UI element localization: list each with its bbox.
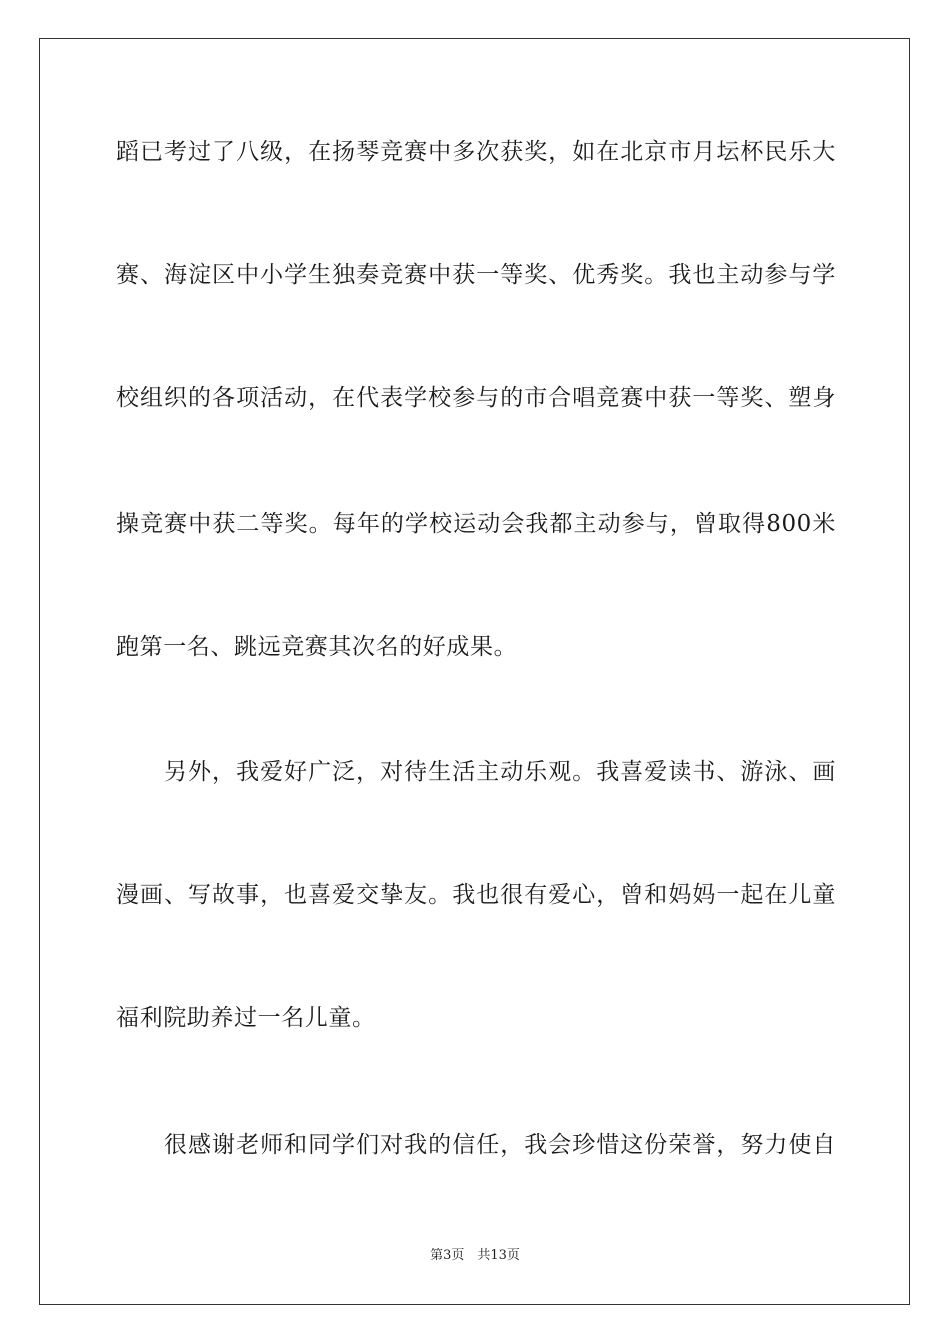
text-line: 赛、海淀区中小学生独奏竞赛中获一等奖、优秀奖。我也主动参与学 — [116, 262, 836, 288]
text-line: 跑第一名、跳远竞赛其次名的好成果。 — [116, 634, 518, 660]
text-line: 蹈已考过了八级，在扬琴竞赛中多次获奖，如在北京市月坛杯民乐大 — [116, 139, 836, 165]
page-border — [39, 38, 910, 1305]
text-line: 很感谢老师和同学们对我的信任，我会珍惜这份荣誉，努力使自 — [116, 1132, 836, 1158]
text-line: 操竞赛中获二等奖。每年的学校运动会我都主动参与，曾取得800米 — [116, 511, 836, 537]
text-line: 另外，我爱好广泛，对待生活主动乐观。我喜爱读书、游泳、画 — [116, 759, 836, 785]
page-number-footer: 第3页 共13页 — [430, 1248, 520, 1263]
text-line: 校组织的各项活动，在代表学校参与的市合唱竞赛中获一等奖、塑身 — [116, 385, 836, 411]
text-line: 漫画、写故事，也喜爱交挚友。我也很有爱心，曾和妈妈一起在儿童 — [116, 882, 836, 908]
text-line: 福利院助养过一名儿童。 — [116, 1005, 376, 1031]
